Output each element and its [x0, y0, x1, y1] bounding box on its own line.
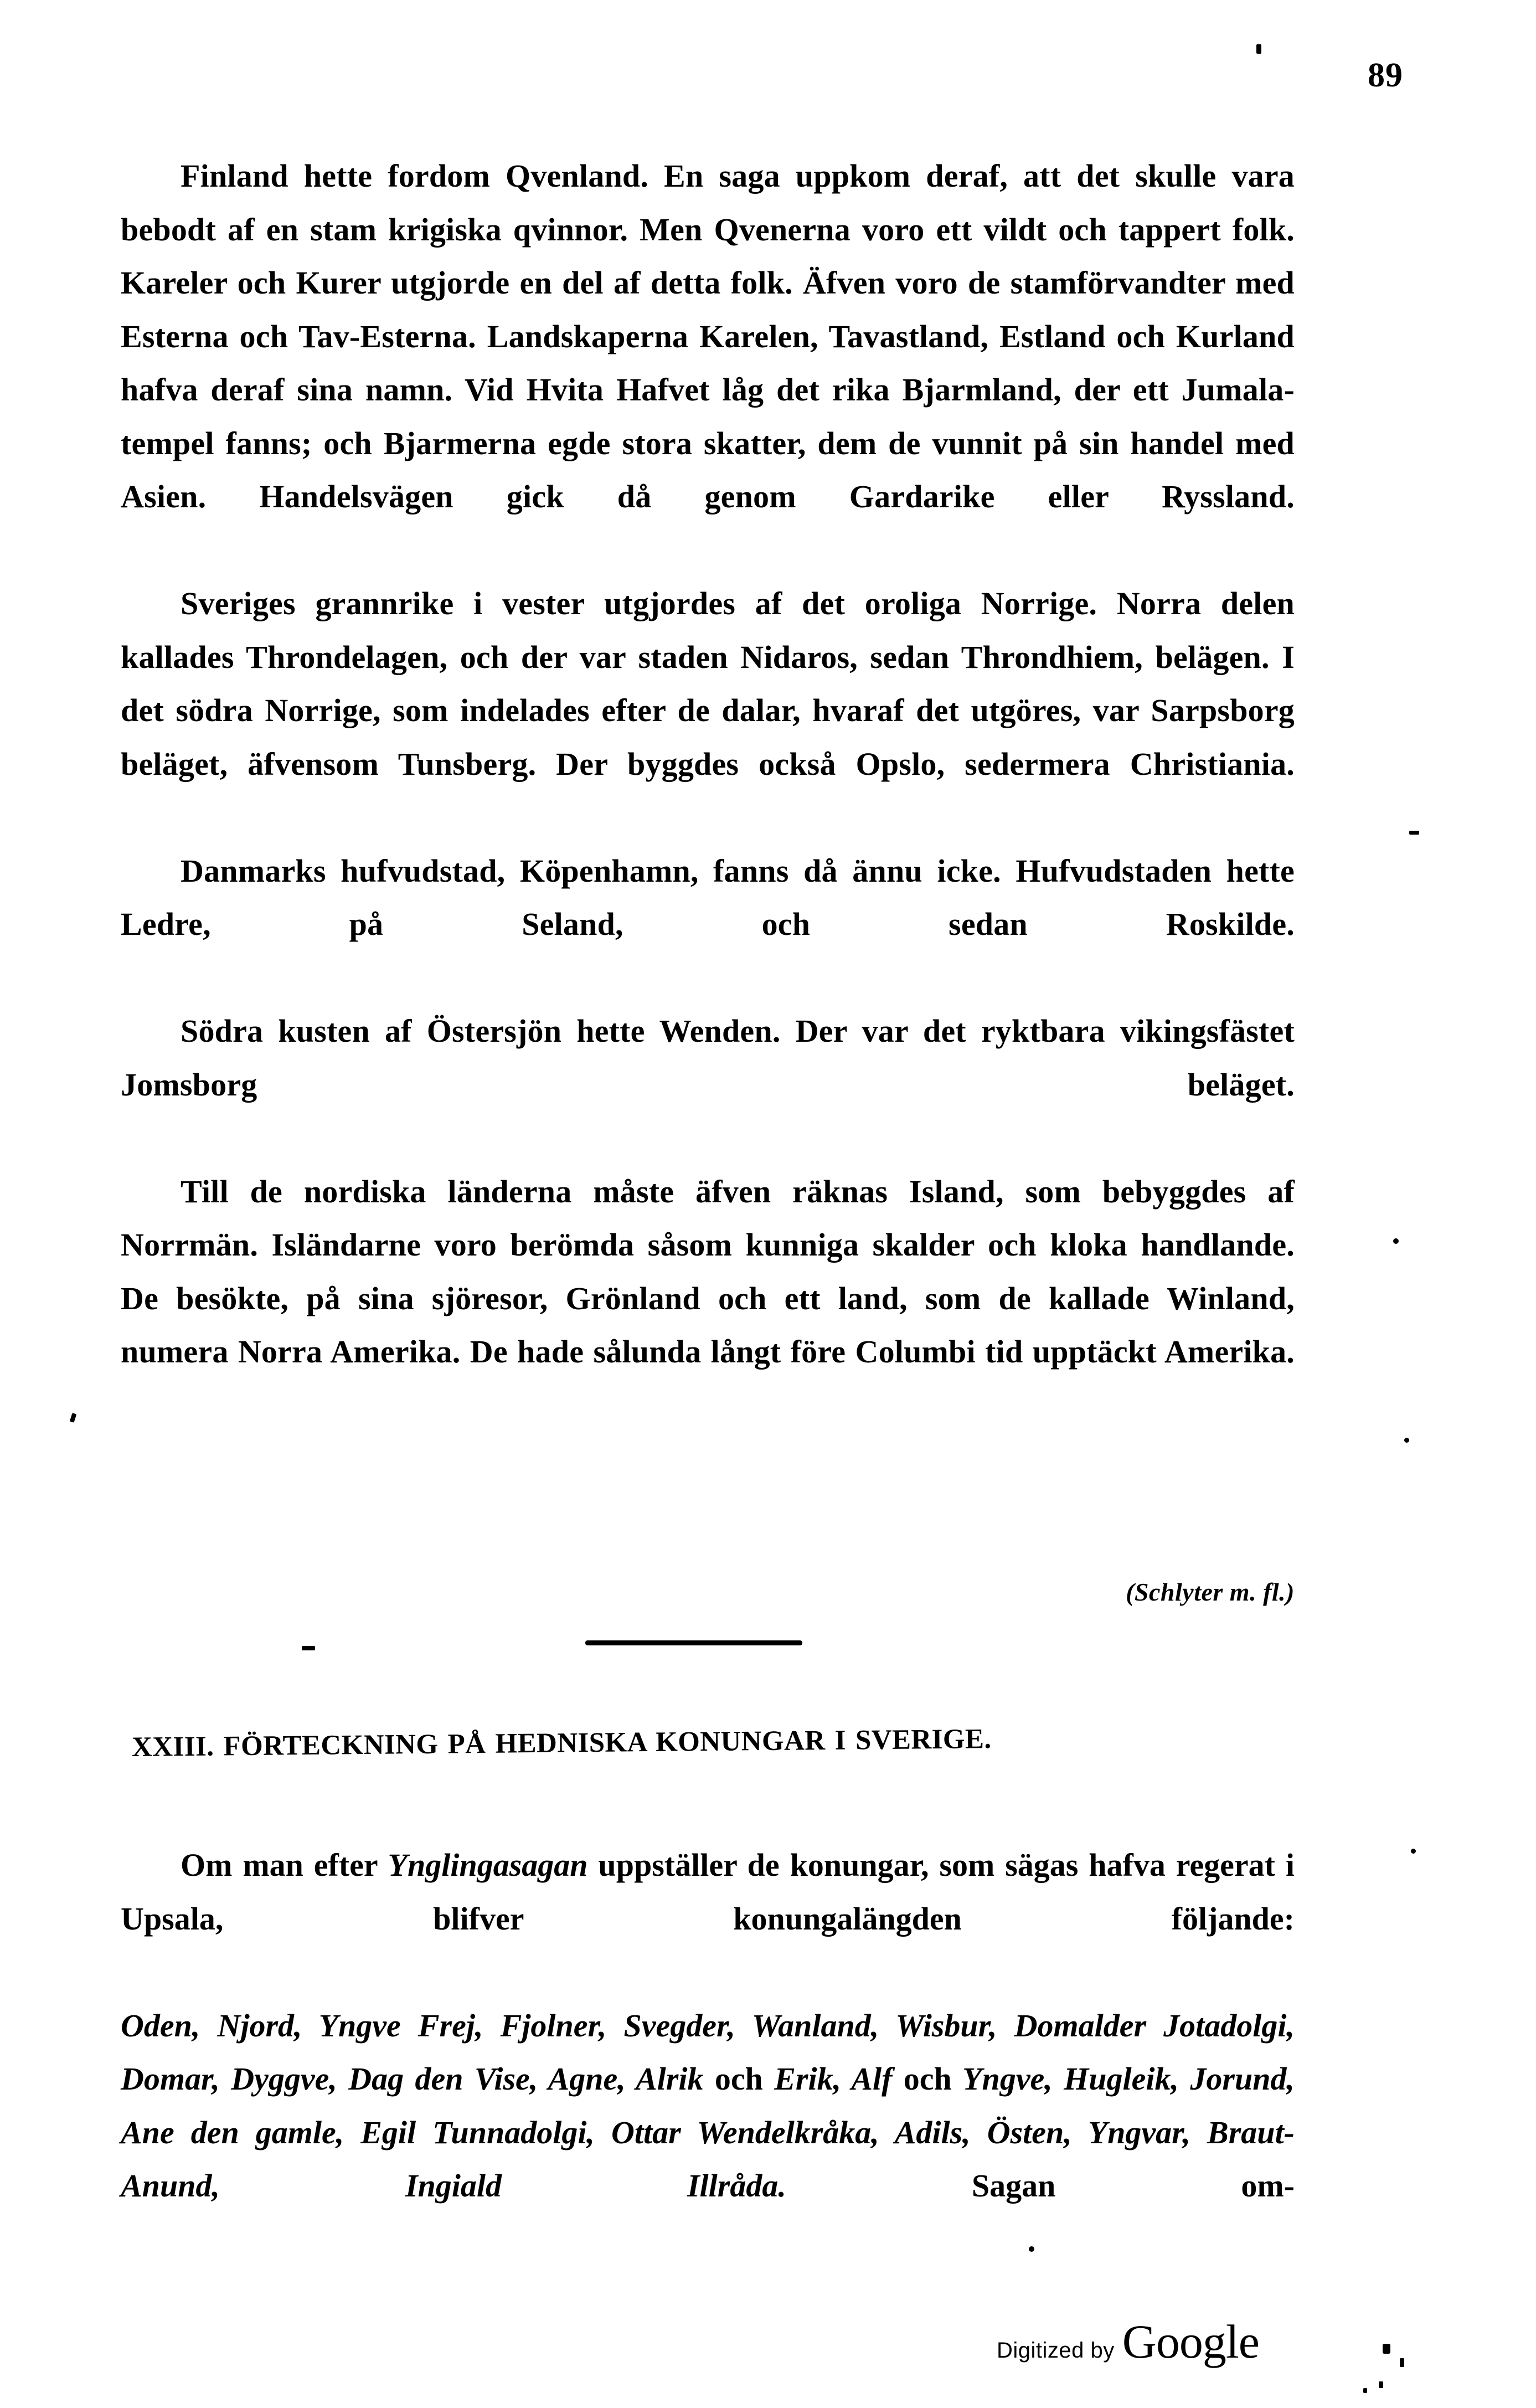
scan-speck	[1393, 1238, 1399, 1244]
scan-speck	[1400, 2358, 1404, 2367]
google-wordmark: Google	[1122, 2315, 1259, 2368]
kings-name-list	[121, 1999, 1295, 2267]
kings-names-part3: Yngve, Hugleik, Jorund, Ane den gamle, Egil Tunnadolgi, Ottar Wendelkråka, Adils, Östen, Yngvar, Braut-Anund, Ingiald Illråda.	[121, 2061, 1295, 2204]
kings-intro-paragraph	[121, 1839, 1295, 1999]
section-divider	[585, 1640, 802, 1645]
conjunction-och: och	[903, 2061, 952, 2097]
scan-speck	[1404, 1438, 1409, 1443]
source-attribution: (Schlyter m. fl.)	[1126, 1578, 1295, 1606]
body-text-block	[121, 150, 1295, 1432]
digitized-by-google-watermark	[997, 2314, 1259, 2369]
paragraph: Sveriges grannrike i vester utgjordes af det oroliga Norrige. Norra delen kallades Throndelagen, och der var staden Nidaros, sedan Throndhiem, belägen. I det södra Norrige, som indelades efter de dalar, hvaraf det utgöres, var Sarpsborg beläget, äfvensom Tunsberg. Der byggdes också Opslo, sedermera Christiania.	[121, 585, 1295, 782]
saga-title: Ynglingasagan	[388, 1847, 588, 1883]
kings-intro-tail: uppställer de konungar, som sägas hafva regerat i Upsala, blifver konungalängden följande:	[121, 1847, 1295, 1937]
kings-names-tail: Sagan om-	[786, 2168, 1295, 2204]
page-number: 89	[1368, 56, 1403, 94]
scan-speck	[1029, 2246, 1034, 2252]
scan-speck	[1409, 831, 1419, 835]
scan-speck	[1363, 2388, 1367, 2393]
paragraph: Finland hette fordom Qvenland. En saga uppkom deraf, att det skulle vara bebodt af en stam krigiska qvinnor. Men Qvenerna voro ett vildt och tappert folk. Kareler och Kurer utgjorde en del af detta folk. Äfven voro de stamförvandter med Esterna och Tav-Esterna. Landskaperna Karelen, Tavastland, Estland och Kurland hafva deraf sina namn. Vid Hvita Hafvet låg det rika Bjarmland, der ett Jumala-tempel fanns; och Bjarmerna egde stora skatter, dem de vunnit på sin handel med Asien. Handelsvägen gick då genom Gardarike eller Ryssland.	[121, 158, 1295, 514]
scan-speck	[70, 1413, 77, 1423]
kings-names-part2: Erik, Alf	[762, 2061, 904, 2097]
kings-intro-lead: Om man efter	[181, 1847, 388, 1883]
paragraph: Till de nordiska länderna måste äfven räknas Island, som bebyggdes af Norrmän. Isländarne voro berömda såsom kunniga skalder och kloka handlande. De besökte, på sina sjöresor, Grönland och ett land, som de kallade Winland, numera Norra Amerika. De hade sålunda långt före Columbi tid upptäckt Amerika.	[121, 1173, 1295, 1370]
scan-speck	[1379, 2381, 1383, 2388]
conjunction-och: och	[714, 2061, 763, 2097]
digitized-by-label: Digitized by	[997, 2338, 1115, 2363]
scan-speck	[1383, 2344, 1390, 2354]
paragraph: Danmarks hufvudstad, Köpenhamn, fanns då ännu icke. Hufvudstaden hette Ledre, på Seland, och sedan Roskilde.	[121, 852, 1295, 942]
scan-artifact-dash	[302, 1646, 315, 1650]
kings-section	[121, 1839, 1295, 2266]
paragraph: Södra kusten af Östersjön hette Wenden. Der var det ryktbara vikingsfästet Jomsborg beläget.	[121, 1013, 1295, 1103]
chapter-heading: XXIII. FÖRTECKNING PÅ HEDNISKA KONUNGAR I SVERIGE.	[131, 1723, 992, 1763]
kings-names-part1: Oden, Njord, Yngve Frej, Fjolner, Svegder, Wanland, Wisbur, Domalder Jotadolgi, Domar, Dyggve, Dag den Vise, Agne, Alrik	[121, 2007, 1295, 2097]
scan-speck	[1256, 44, 1261, 54]
scan-speck	[1411, 1849, 1416, 1854]
